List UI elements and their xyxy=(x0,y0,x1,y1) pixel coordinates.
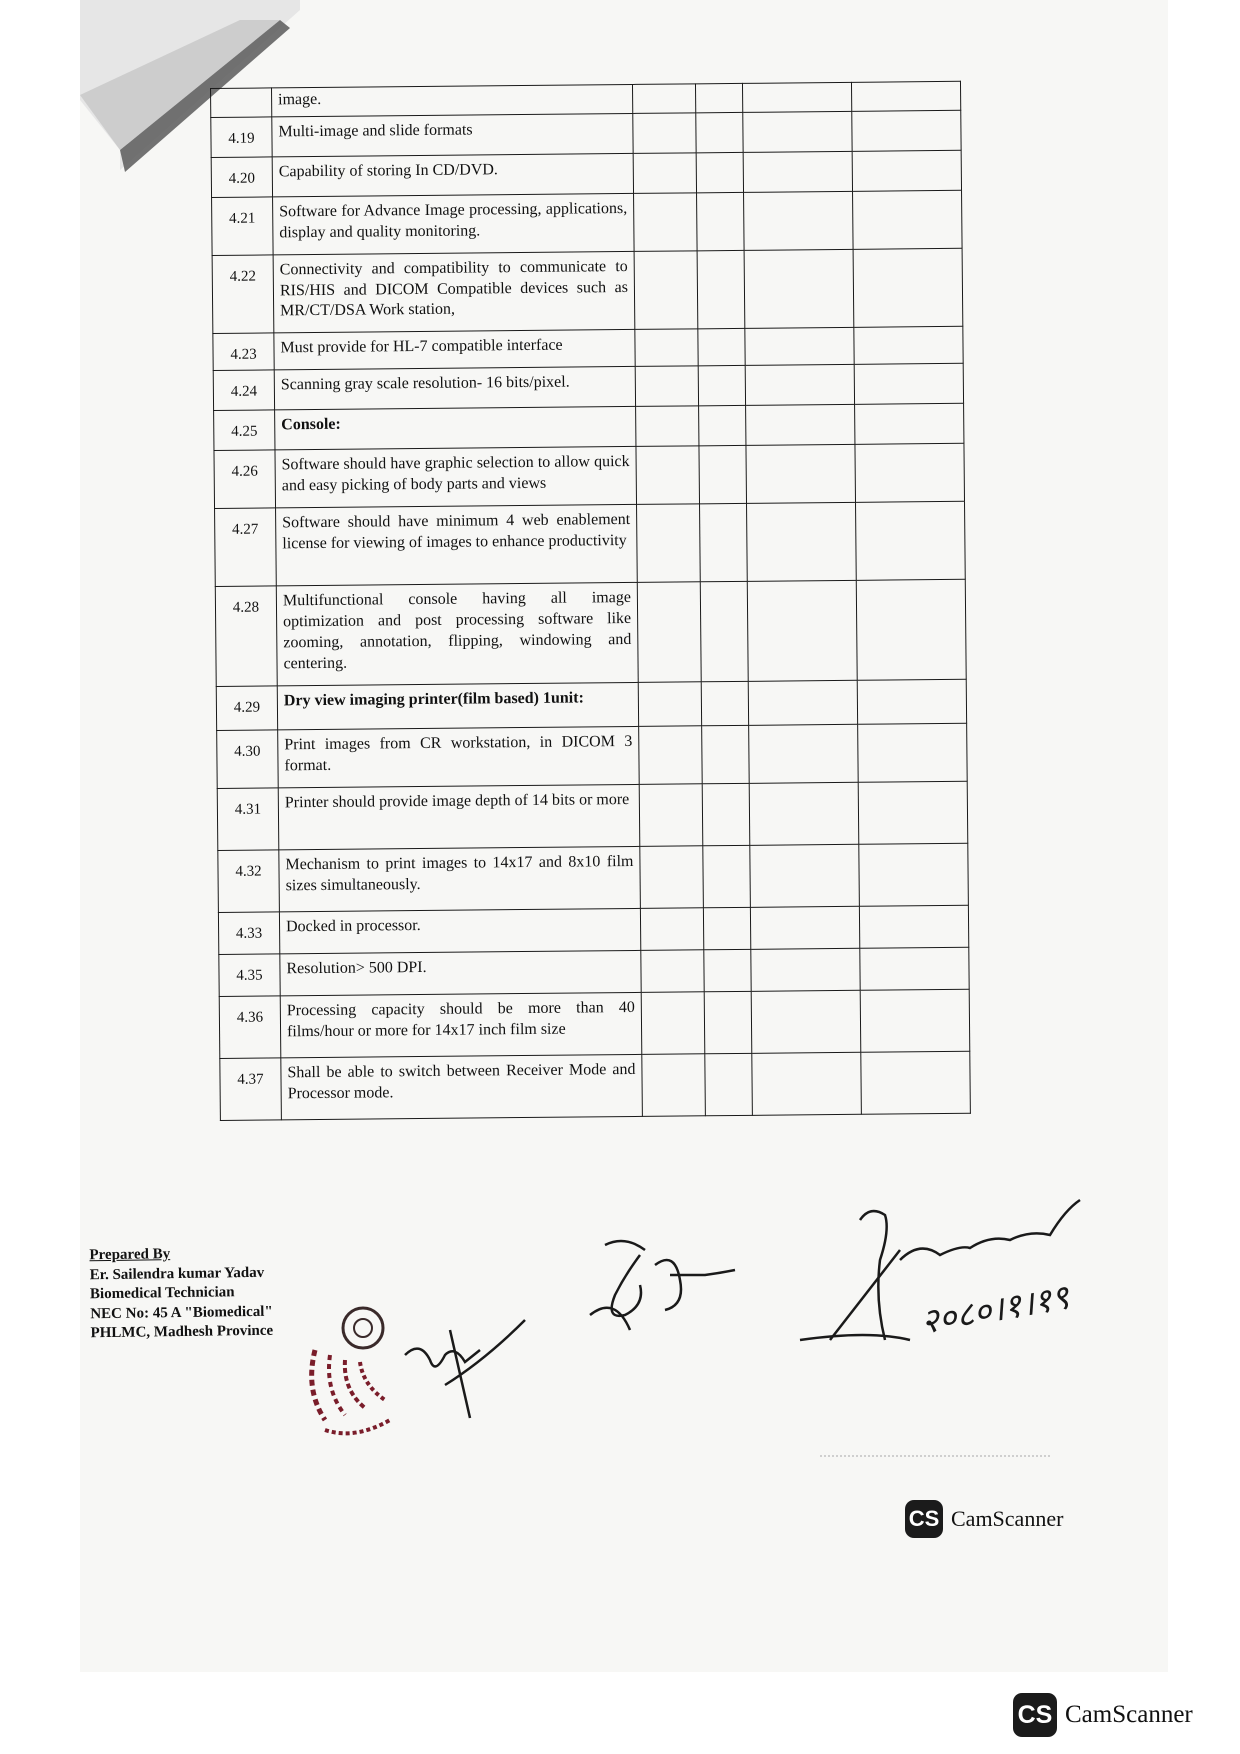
compliance-cell-4 xyxy=(858,782,968,845)
compliance-cell-1 xyxy=(633,153,696,194)
table-row xyxy=(217,782,968,851)
compliance-cell-1 xyxy=(634,193,698,252)
clause-number: 4.21 xyxy=(212,197,274,256)
table-row xyxy=(216,680,966,731)
specification-text: image. xyxy=(272,84,633,116)
table-row xyxy=(219,990,970,1059)
compliance-cell-1 xyxy=(642,1054,706,1117)
compliance-cell-4 xyxy=(855,404,964,445)
specification-text: Print images from CR workstation, in DICOM 3 format. xyxy=(278,727,640,788)
compliance-cell-3 xyxy=(745,365,854,406)
compliance-cell-4 xyxy=(853,248,963,327)
specification-table xyxy=(210,81,971,1121)
compliance-cell-2 xyxy=(698,328,745,366)
table-row xyxy=(212,248,963,333)
specification-text: Software should have graphic selection to allow quick and easy picking of body parts and views xyxy=(275,447,637,508)
specification-text: Shall be able to switch between Receiver Mode and Processor mode. xyxy=(281,1055,643,1120)
table-row xyxy=(218,844,969,913)
clause-number: 4.35 xyxy=(219,954,280,997)
table-row xyxy=(219,948,969,997)
compliance-cell-1 xyxy=(641,950,704,993)
table-row xyxy=(215,580,966,687)
compliance-cell-1 xyxy=(634,251,698,330)
signature-middle xyxy=(585,1235,765,1345)
preparer-organization: PHLMC, Madhesh Province xyxy=(90,1322,274,1342)
compliance-cell-3 xyxy=(743,151,852,192)
signature-right xyxy=(790,1190,1130,1365)
table-row xyxy=(215,502,966,587)
compliance-cell-1 xyxy=(639,784,703,847)
clause-number: 4.23 xyxy=(213,333,274,371)
compliance-cell-2 xyxy=(695,83,742,112)
compliance-cell-3 xyxy=(744,191,854,250)
compliance-cell-3 xyxy=(743,111,852,152)
signature-date: २०८०।१।१९ xyxy=(918,1277,1073,1343)
compliance-cell-1 xyxy=(633,113,696,154)
camscanner-logo-icon: CS xyxy=(1013,1693,1057,1737)
compliance-cell-3 xyxy=(749,725,859,784)
prepared-by-block xyxy=(89,1244,273,1344)
clause-number xyxy=(211,88,272,117)
compliance-cell-1 xyxy=(637,504,701,583)
compliance-cell-4 xyxy=(851,81,960,111)
compliance-cell-4 xyxy=(854,326,963,365)
compliance-cell-4 xyxy=(858,724,968,783)
compliance-cell-3 xyxy=(745,327,854,366)
specification-text: Processing capacity should be more than 40 films/hour or more for 14x17 inch film size xyxy=(280,993,642,1058)
compliance-cell-3 xyxy=(746,445,856,504)
compliance-cell-1 xyxy=(637,582,701,683)
compliance-cell-4 xyxy=(861,1052,971,1115)
clause-number: 4.29 xyxy=(216,686,277,731)
specification-text: Capability of storing In CD/DVD. xyxy=(272,153,633,196)
compliance-cell-2 xyxy=(697,192,745,250)
specification-text: Mechanism to print images to 14x17 and 8x10 film sizes simultaneously. xyxy=(279,847,641,912)
compliance-cell-4 xyxy=(852,150,961,191)
clause-number: 4.22 xyxy=(212,255,274,334)
clause-number: 4.25 xyxy=(214,410,275,451)
compliance-cell-3 xyxy=(744,249,854,328)
specification-text: Multifunctional console having all image optimization and post processing software like zooming, annotation, flipping, windowing and centering. xyxy=(276,583,638,686)
specification-text: Software should have minimum 4 web enablement license for viewing of images to enhance productivity xyxy=(276,505,638,586)
compliance-cell-4 xyxy=(854,364,963,405)
compliance-cell-1 xyxy=(638,682,701,727)
compliance-cell-2 xyxy=(705,1054,753,1116)
specification-text: Multi-image and slide formats xyxy=(272,113,633,156)
compliance-cell-1 xyxy=(641,992,705,1055)
clause-number: 4.28 xyxy=(215,586,277,687)
compliance-cell-4 xyxy=(856,502,966,581)
compliance-cell-2 xyxy=(703,908,750,950)
compliance-cell-4 xyxy=(853,190,963,249)
compliance-cell-4 xyxy=(860,948,969,991)
compliance-cell-3 xyxy=(751,991,861,1054)
camscanner-watermark-inner xyxy=(905,1500,1063,1538)
compliance-cell-1 xyxy=(639,726,703,785)
compliance-cell-1 xyxy=(640,908,703,951)
compliance-cell-1 xyxy=(636,446,700,505)
compliance-cell-1 xyxy=(636,406,699,447)
specification-text: Software for Advance Image processing, applications, display and quality monitoring. xyxy=(273,193,635,254)
compliance-cell-2 xyxy=(702,784,750,846)
camscanner-logo-icon: CS xyxy=(905,1500,943,1538)
compliance-cell-4 xyxy=(852,110,961,151)
compliance-cell-3 xyxy=(750,907,859,950)
clause-number: 4.33 xyxy=(218,912,279,955)
clause-number: 4.27 xyxy=(215,508,277,587)
compliance-cell-3 xyxy=(752,1053,862,1116)
clause-number: 4.31 xyxy=(217,788,279,851)
compliance-cell-4 xyxy=(860,990,970,1053)
clause-number: 4.32 xyxy=(218,850,280,913)
compliance-cell-3 xyxy=(748,681,857,726)
camscanner-text: CamScanner xyxy=(1065,1701,1193,1728)
clause-number: 4.30 xyxy=(217,730,279,789)
compliance-cell-4 xyxy=(855,444,965,503)
signature-stamp-area xyxy=(385,1300,535,1430)
compliance-cell-4 xyxy=(856,580,966,681)
clause-number: 4.24 xyxy=(213,370,274,411)
compliance-cell-2 xyxy=(698,366,745,406)
table-row xyxy=(220,1052,971,1121)
compliance-cell-2 xyxy=(702,726,750,784)
preparer-role: Biomedical Technician xyxy=(89,1284,235,1303)
compliance-cell-2 xyxy=(696,112,743,152)
table-row xyxy=(214,444,965,509)
table-row xyxy=(212,190,963,255)
camscanner-text: CamScanner xyxy=(951,1506,1064,1531)
compliance-cell-3 xyxy=(742,82,851,112)
compliance-cell-2 xyxy=(701,682,748,726)
clause-number: 4.26 xyxy=(214,450,276,509)
specification-text: Connectivity and compatibility to communicate to RIS/HIS and DICOM Compatible devices such as MR/CT/DSA Work station, xyxy=(273,251,635,332)
compliance-cell-1 xyxy=(635,329,698,367)
compliance-cell-3 xyxy=(747,581,857,682)
compliance-cell-3 xyxy=(746,405,855,446)
compliance-cell-2 xyxy=(699,406,746,446)
camscanner-watermark-outer xyxy=(1013,1693,1193,1737)
clause-number: 4.37 xyxy=(220,1058,282,1121)
compliance-cell-4 xyxy=(859,906,968,949)
compliance-cell-2 xyxy=(704,950,751,992)
specification-text: Must provide for HL-7 compatible interface xyxy=(274,329,635,370)
specification-text: Resolution> 500 DPI. xyxy=(280,951,641,996)
clause-number: 4.20 xyxy=(211,157,272,198)
faint-marks xyxy=(820,1455,1050,1463)
specification-text: Docked in processor. xyxy=(279,909,640,954)
preparer-nec-number: NEC No: 45 A "Biomedical" xyxy=(90,1303,273,1322)
compliance-cell-3 xyxy=(751,949,860,992)
clause-number: 4.19 xyxy=(211,117,272,158)
table-row xyxy=(217,724,968,789)
compliance-cell-2 xyxy=(700,582,748,682)
compliance-cell-2 xyxy=(696,152,743,192)
compliance-cell-1 xyxy=(635,366,698,407)
table-row xyxy=(218,906,968,955)
compliance-cell-2 xyxy=(699,446,747,504)
compliance-cell-3 xyxy=(749,783,859,846)
preparer-name: Er. Sailendra kumar Yadav xyxy=(89,1264,265,1283)
compliance-cell-2 xyxy=(700,504,748,582)
specification-text: Dry view imaging printer(film based) 1unit: xyxy=(277,683,638,730)
clause-number: 4.36 xyxy=(219,996,281,1059)
compliance-cell-2 xyxy=(703,846,751,908)
compliance-cell-3 xyxy=(750,845,860,908)
compliance-cell-1 xyxy=(640,846,704,909)
prepared-by-title: Prepared By xyxy=(89,1246,171,1264)
compliance-cell-4 xyxy=(859,844,969,907)
specification-text: Printer should provide image depth of 14 bits or more xyxy=(278,785,640,850)
compliance-cell-3 xyxy=(747,503,857,582)
compliance-cell-2 xyxy=(697,250,745,328)
specification-text: Scanning gray scale resolution- 16 bits/pixel. xyxy=(274,367,635,410)
compliance-cell-4 xyxy=(857,680,966,725)
compliance-cell-2 xyxy=(704,992,752,1054)
compliance-cell-1 xyxy=(632,84,695,113)
specification-text: Console: xyxy=(275,407,636,450)
